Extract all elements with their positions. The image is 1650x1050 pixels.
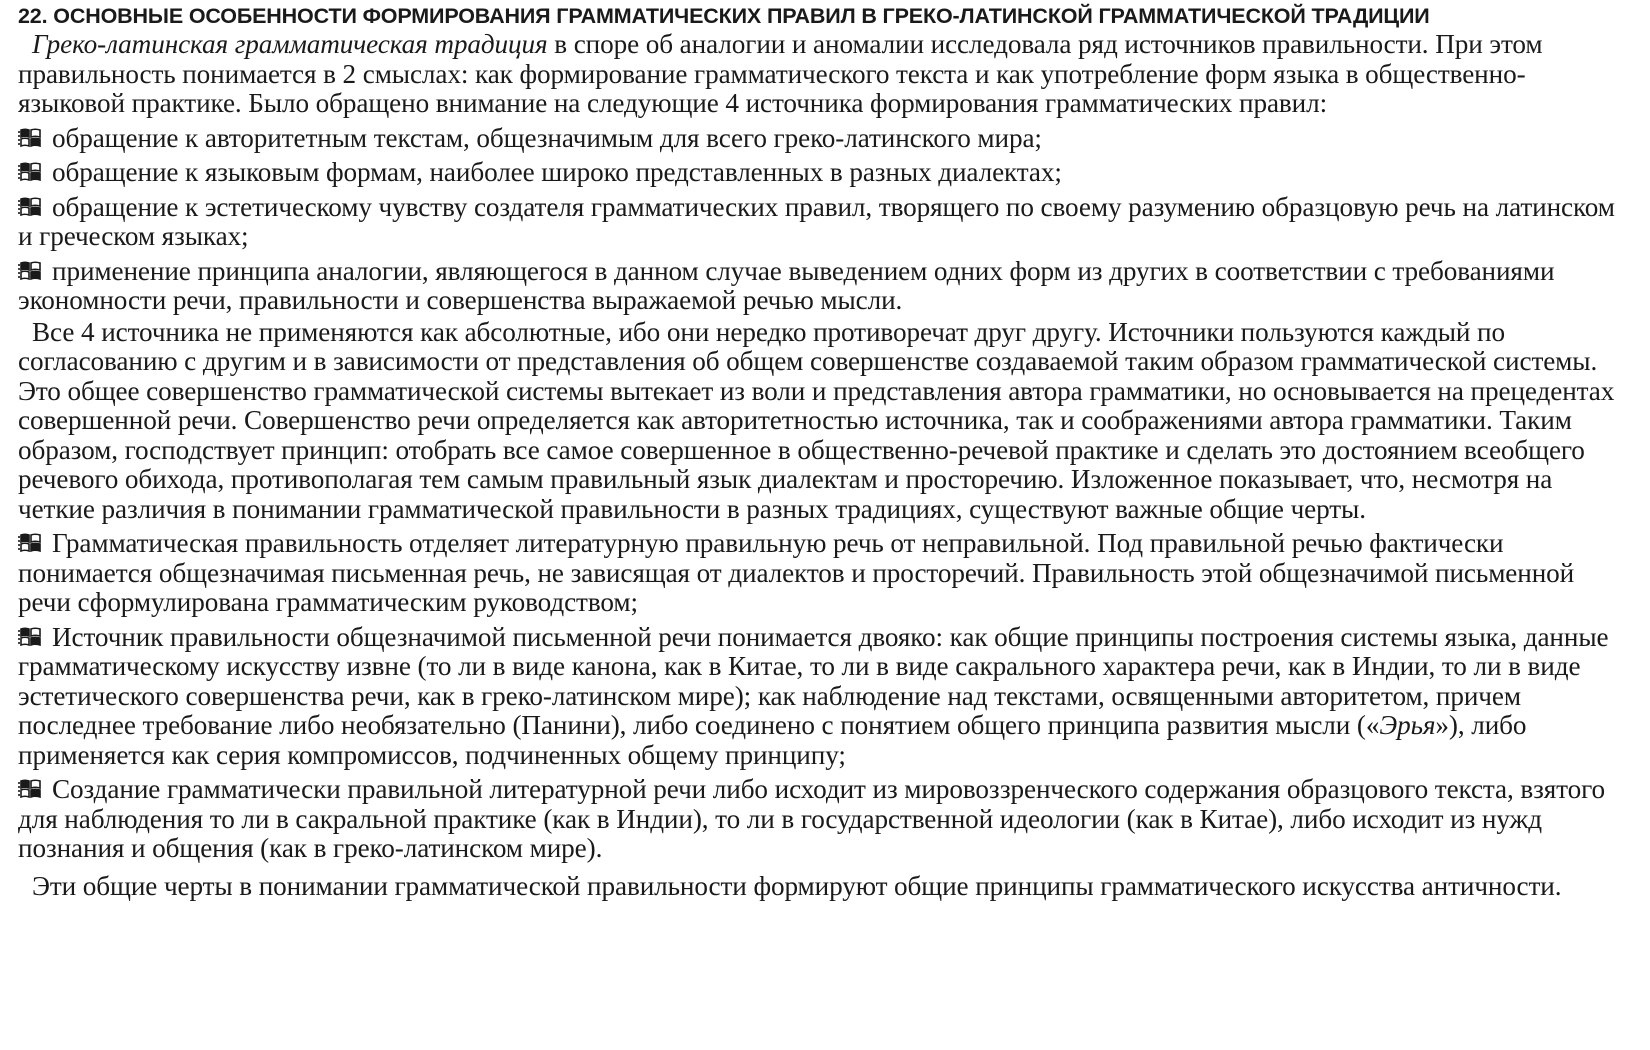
source-item-4 xyxy=(18,257,1632,316)
windows-logo-icon xyxy=(18,778,44,800)
windows-logo-icon xyxy=(18,196,44,218)
feature-item-3 xyxy=(18,775,1632,864)
windows-logo-icon xyxy=(18,532,44,554)
windows-logo-icon xyxy=(18,260,44,282)
feature-text-1: Грамматическая правильность отделяет литературную правильную речь от неправильной. Под правильной речью фактически понимается общезначимая письменная речь, не зависящая от диалектов и просторечий. Правильность этой общезначимой письменной речи сформулирована грамматическим руководством; xyxy=(18,528,1575,617)
intro-text: в споре об аналогии и аномалии исследовала ряд источников правильности. При этом правильность понимается в 2 смыслах: как формирование грамматического текста и как употребление форм языка в общественно-языковой практике. Было обращено внимание на следующие 4 источника формирования грамматических правил: xyxy=(18,29,1543,118)
feature-text-2a: Источник правильности общезначимой письменной речи понимается двояко: как общие принципы построения системы языка, данные грамматическому искусству извне (то ли в виде канона, как в Китае, то ли в виде сакрального характера речи, как в Индии, то ли в виде эстетического совершенства речи, как в греко-латинском мире); как наблюдение над текстами, освященными авторитетом, причем последнее требование либо необязательно (Панини), либо соединено с понятием общего принципа развития мысли (« xyxy=(18,621,1609,740)
feature-term-erya: Эрья xyxy=(1379,710,1436,740)
source-text-4: применение принципа аналогии, являющегося в данном случае выведением одних форм из других в соответствии с требованиями экономности речи, правильности и совершенства выражаемой речью мысли. xyxy=(18,255,1555,315)
intro-paragraph xyxy=(18,30,1632,119)
feature-text-2b: »), либо применяется как серия компромиссов, подчиненных общему принципу; xyxy=(18,710,1527,770)
feature-item-1 xyxy=(18,529,1632,618)
source-text-2: обращение к языковым формам, наиболее широко представленных в разных диалектах; xyxy=(52,157,1062,187)
windows-logo-icon xyxy=(18,127,44,149)
conclusion-paragraph: Эти общие черты в понимании грамматической правильности формируют общие принципы грамматического искусства античности. xyxy=(32,870,1562,901)
section-heading: 22. ОСНОВНЫЕ ОСОБЕННОСТИ ФОРМИРОВАНИЯ ГРАММАТИЧЕСКИХ ПРАВИЛ В ГРЕКО-ЛАТИНСКОЙ ГРАММАТИЧЕСКОЙ ТРАДИЦИИ xyxy=(18,4,1430,28)
windows-logo-icon xyxy=(18,626,44,648)
feature-item-2 xyxy=(18,623,1632,771)
middle-paragraph: Все 4 источника не применяются как абсолютные, ибо они нередко противоречат друг другу. Источники пользуются каждый по согласованию с другим и в зависимости от представления об общем совершенстве создаваемой таким образом грамматической системы. Это общее совершенство грамматической системы вытекает из воли и представления автора грамматики, но основывается на прецедентах совершенной речи. Совершенство речи определяется как авторитетностью источника, так и соображениями автора грамматики. Таким образом, господствует принцип: отобрать все самое совершенное в общественно-речевой практике и сделать это достоянием всеобщего речевого обихода, противополагая тем самым правильный язык диалектам и просторечию. Изложенное показывает, что, несмотря на четкие различия в понимании грамматической правильности в разных традициях, существуют важные общие черты. xyxy=(18,316,1615,524)
source-text-1: обращение к авторитетным текстам, общезначимым для всего греко-латинского мира; xyxy=(52,122,1042,153)
feature-text-3: Создание грамматически правильной литературной речи либо исходит из мировоззренческого содержания образцового текста, взятого для наблюдения то ли в сакральной практике (как в Индии), то ли в государственной идеологии (как в Китае), либо исходит из нужд познания и общения (как в греко-латинском мире). xyxy=(18,774,1605,863)
intro-term: Греко-латинская грамматическая традиция xyxy=(32,29,548,59)
source-item-1 xyxy=(18,124,1632,154)
source-item-3 xyxy=(18,193,1632,252)
source-text-3: обращение к эстетическому чувству создателя грамматических правил, творящего по своему разумению образцовую речь на латинском и греческом языках; xyxy=(18,191,1615,251)
source-item-2 xyxy=(18,158,1632,188)
windows-logo-icon xyxy=(18,161,44,183)
document-body xyxy=(18,30,1632,901)
